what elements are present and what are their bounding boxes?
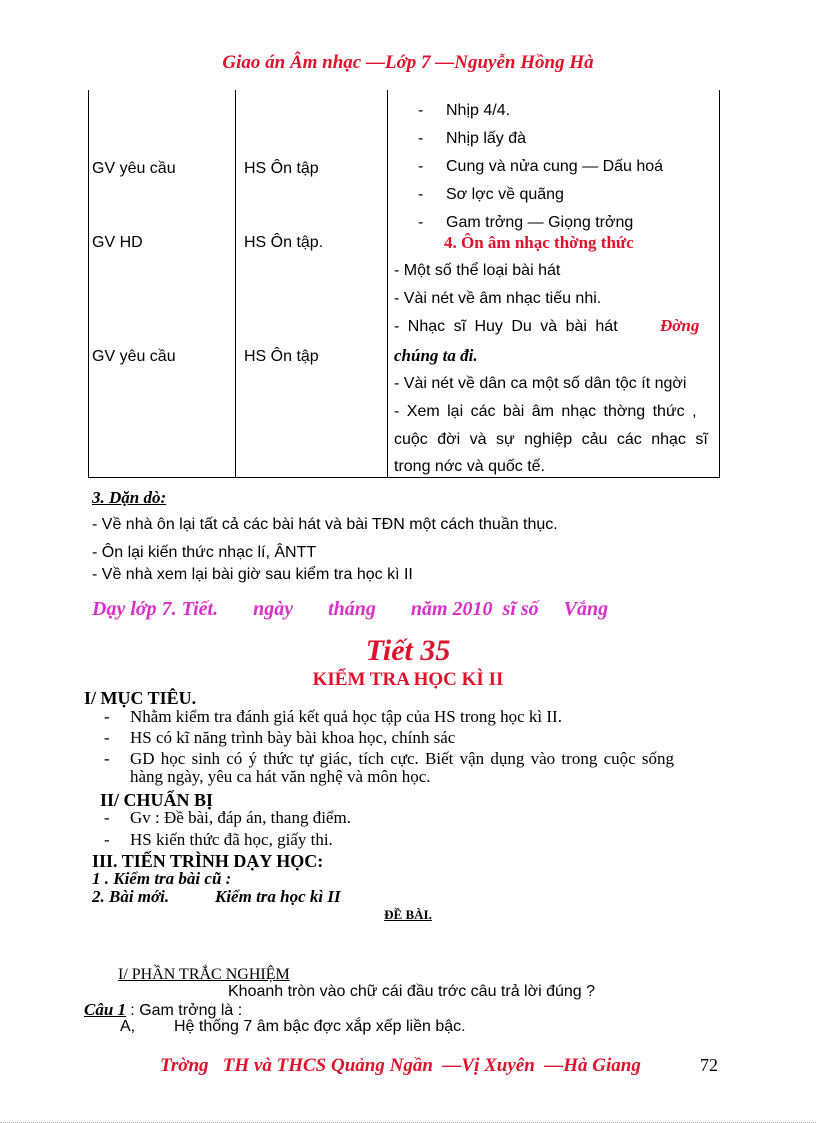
list-item: cuộc đời và sự nghiệp cảu các nhạc sĩ: [394, 431, 708, 448]
list-item: - Một số thể loại bài hát: [394, 262, 561, 279]
student-cell-2: HS Ôn tập.: [244, 234, 324, 251]
option-a-label: A,: [120, 1018, 136, 1035]
dan-do-line: - Về nhà ôn lại tất cả các bài hát và bài TĐN một cách thuần thục.: [92, 516, 558, 533]
review-table: GV yêu cầu HS Ôn tập GV HD HS Ôn tập. GV yêu cầu HS Ôn tập - Nhịp 4/4. - Nhịp lấy đà - Cung và nửa cung — Dấu hoá - Sơ lợc về quãng - Gam trởng — Giọng trởng 4. Ôn âm nhạc thờng thức - Một số thể loại bài hát - Vài nét về âm nhạc tiếu nhi. - Nhạc sĩ Huy Du và bài hát Đờng chúng ta đi. - Vài nét về dân ca một số dân tộc ít ngời - Xem lại các bài âm nhạc thờng thức , cuộc đời và sự nghiệp cảu các nhạc sĩ trong nớc và quốc tế.: [88, 90, 720, 478]
student-cell-3: HS Ôn tập: [244, 348, 319, 365]
teacher-cell-1: GV yêu cầu: [92, 160, 176, 177]
page-number: 72: [700, 1055, 718, 1075]
table-border-col2: [387, 90, 388, 478]
song-title-part1: Đờng: [660, 316, 700, 335]
de-bai-heading: ĐỀ BÀI.: [384, 907, 432, 922]
list-item-continued: hàng ngày, yêu ca hát văn nghệ và môn học.: [130, 767, 431, 786]
instruction: Khoanh tròn vào chữ cái đầu trớc câu trả lời đúng ?: [228, 983, 596, 1000]
question-1-text: : Gam trởng là :: [130, 1002, 243, 1019]
day-lop-line: Dạy lớp 7. Tiết. ngày tháng năm 2010 sĩ số Vắng: [92, 598, 609, 620]
dan-do-title: 3. Dặn dò:: [92, 488, 167, 507]
dan-do-line: - Về nhà xem lại bài giờ sau kiểm tra học kì II: [92, 566, 413, 583]
list-item: - Xem lại các bài âm nhạc thờng thức ,: [394, 403, 697, 420]
lesson-subtitle: KIỂM TRA HỌC KÌ II: [312, 669, 504, 690]
section-title: 4. Ôn âm nhạc thờng thức: [444, 233, 634, 252]
kiem-tra-bai-cu: 1 . Kiểm tra bài cũ :: [92, 869, 232, 888]
list-item: - Nhạc sĩ Huy Du và bài hát: [394, 318, 618, 335]
option-a-text: Hệ thống 7 âm bậc đợc xắp xếp liền bậc.: [174, 1018, 466, 1035]
song-title-part2: chúng ta đi.: [394, 346, 478, 365]
table-border-bottom: [88, 477, 720, 478]
lesson-number: Tiết 35: [365, 634, 451, 667]
question-1-label: Câu 1: [84, 1000, 127, 1019]
list-item: - Nhằm kiểm tra đánh giá kết quả học tập của HS trong học kì II.: [104, 707, 562, 726]
list-item: - Gv : Đề bài, đáp án, thang điểm.: [104, 808, 351, 827]
list-item: - Vài nét về dân ca một số dân tộc ít ngời: [394, 375, 687, 392]
list-item: - GD học sinh có ý thức tự giác, tích cực. Biết vận dụng vào trong cuộc sống: [104, 749, 675, 768]
teacher-cell-3: GV yêu cầu: [92, 348, 176, 365]
question-1: [84, 1000, 242, 1020]
muc-tieu-title: I/ MỤC TIÊU.: [84, 688, 197, 708]
page-header: Giao án Âm nhạc —Lớp 7 —Nguyễn Hồng Hà: [222, 52, 594, 73]
chuan-bi-title: II/ CHUẨN BỊ: [100, 790, 214, 810]
tien-trinh-title: III. TIẾN TRÌNH DẠY HỌC:: [92, 851, 324, 871]
trac-nghiem-title: I/ PHẦN TRẮC NGHIỆM: [118, 966, 290, 983]
list-item: trong nớc và quốc tế.: [394, 458, 546, 475]
bai-moi-name: Kiểm tra học kì II: [215, 887, 341, 906]
teacher-cell-2: GV HD: [92, 234, 143, 251]
bai-moi: 2. Bài mới.: [92, 887, 170, 906]
table-border-right: [719, 90, 720, 478]
table-border-col1: [235, 90, 236, 478]
list-item: - HS kiến thức đã học, giấy thi.: [104, 830, 333, 849]
student-cell-1: HS Ôn tập: [244, 160, 319, 177]
list-item: - HS có kĩ năng trình bày bài khoa học, chính sác: [104, 728, 456, 747]
dan-do-line: - Ôn lại kiến thức nhạc lí, ÂNTT: [92, 544, 317, 561]
table-border-left: [88, 90, 89, 478]
list-item: - Vài nét về âm nhạc tiếu nhi.: [394, 290, 602, 307]
page-footer: Trờng TH và THCS Quảng Ngần —Vị Xuyên —Hà Giang: [160, 1055, 641, 1076]
